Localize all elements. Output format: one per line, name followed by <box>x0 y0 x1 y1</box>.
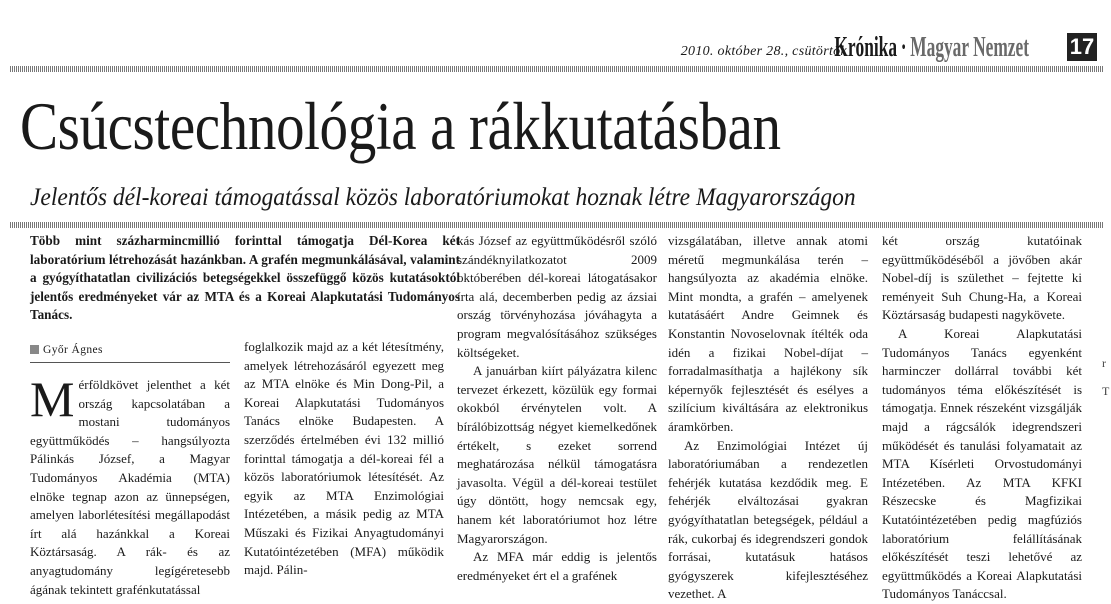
author-icon <box>30 345 39 354</box>
article-title: Csúcstechnológia a rákkutatásban <box>20 88 781 164</box>
article-column-4 <box>668 232 868 604</box>
masthead-separator: · <box>900 32 907 63</box>
section-name: Krónika <box>834 32 898 63</box>
column-5-paragraph-2: A Koreai Alapkutatási Tudományos Tanács egyenként harminczer dollárral további két tudományos téma előkészítését is támogatja. Ennek részeként vizsgálják majd a rágcsálók idegrendszeri működését és tanulási folyamatait az MTA Kísérleti Orvostudományi Intézetében. Az MTA KFKI Részecske és Magfizikai Kutatóintézetében pedig magfúziós laboratórium felállításának előkészítését teszi lehetővé az együttműködés a Koreai Alapkutatási Tudományos Tanáccsal. <box>882 325 1082 602</box>
page-number: 17 <box>1067 33 1097 61</box>
column-3-paragraph-2: A januárban kiírt pályázatra kilenc tervezet érkezett, közülük egy formai okokból érvénytelen volt. A bírálóbizottság négyet kiemelkedőnek értékelt, s ezeket sorrend meghatározása nélkül támogatásra javasolta. Végül a dél-koreai testület úgy döntött, hogy nemcsak egy, hanem két laboratóriumot hoz létre Magyarországon. <box>457 363 657 546</box>
header-rule <box>10 66 1103 72</box>
article-column-3 <box>457 232 657 585</box>
column-5-paragraph-1: két ország kutatóinak együttműködéséből a jövőben akár Nobel-díj is születhet – fejtette ki reményeit Suh Chung-Ha, a Koreai Köztársaság budapesti nagykövete. <box>882 233 1082 323</box>
byline-rule <box>30 362 230 363</box>
article-column-2 <box>244 338 444 580</box>
column-2-text: foglalkozik majd az a két létesítmény, amelyek létrehozásáról egyezett meg az MTA elnöke és Min Dong-Pil, a Koreai Alapkutatási Tudományos Tanács elnöke Budapesten. A szerződés értelmében évi 132 millió forinttal támogatja a dél-koreai fél a közös laboratóriumok létesítését. Az egyik az MTA Enzimológiai Intézetében, a másik pedig az MTA Műszaki és Fizikai Anyagtudományi Kutatóintézetében (MFA) működik majd. Pálin- <box>244 339 444 578</box>
article-subtitle: Jelentős dél-koreai támogatással közös laboratóriumokat hoznak létre Magyarországon <box>30 184 856 211</box>
article-lead: Több mint százharmincmillió forinttal támogatja Dél-Korea két laboratórium létrehozását hazánkban. A grafén megmunkálásával, valamint a gyógyíthatatlan civilizációs betegségekkel összefüggő közös kutatásoktól jelentős eredményeket vár az MTA és a Koreai Alapkutatási Tudományos Tanács. <box>30 233 460 323</box>
edge-mark-2: T <box>1102 384 1110 398</box>
newspaper-name: Magyar Nemzet <box>910 32 1029 63</box>
article-column-5 <box>882 232 1082 604</box>
drop-cap: M <box>30 371 75 427</box>
column-4-paragraph-1: vizsgálatában, illetve annak atomi méretű megmunkálása terén – hangsúlyozta az akadémia elnöke. Mint mondta, a grafén – amelyenek kutatásáért Andre Geimnek és Konstantin Novoselovnak ítélték oda idén a fizikai Nobel-díjat – forradalmasíthatja a hajlékony sík képernyők fejlesztését és esélyes a szilícium kiváltására az elektronikus áramkörben. <box>668 233 868 434</box>
masthead <box>834 32 1029 64</box>
column-1-text: érföldkövet jelenthet a két ország kapcsolatában a mostani tudományos együttműködés – hangsúlyozta Pálinkás József, a Magyar Tudományos Akadémia (MTA) elnöke tegnap azon az ünnepségen, amelyen laborlétesítési megállapodást írt alá hazánkkal a Koreai Köztársaság. A rák- és az anyagtudomány legígéretesebb ágának tekintett grafénkutatással <box>30 377 230 597</box>
page-header <box>10 26 1105 63</box>
byline <box>30 344 230 356</box>
column-3-paragraph-1: kás József az együttműködésről szóló szándéknyilatkozatot 2009 októberében dél-koreai látogatásakor írta alá, decemberben pedig az ázsiai ország törvényhozása jóváhagyta a program megvalósításához szükséges költségeket. <box>457 233 657 360</box>
column-3-paragraph-3: Az MFA már eddig is jelentős eredményeket ért el a grafének <box>457 549 657 583</box>
issue-date: 2010. október 28., csütörtök <box>680 44 847 59</box>
edge-mark-1: r <box>1102 356 1106 370</box>
article-column-1 <box>30 371 230 599</box>
subtitle-rule <box>10 222 1103 228</box>
author-name: Győr Ágnes <box>43 344 103 356</box>
column-4-paragraph-2: Az Enzimológiai Intézet új laboratóriumában a rendezetlen fehérjék kutatása kezdődik meg. E fehérjék elváltozásai gyakran gyógyíthatatlan betegségek, például a rák, cukorbaj és idegrendszeri gondok forrásai, kutatásuk hatásos gyógyszerek kifejlesztéséhez vezethet. A <box>668 437 868 602</box>
